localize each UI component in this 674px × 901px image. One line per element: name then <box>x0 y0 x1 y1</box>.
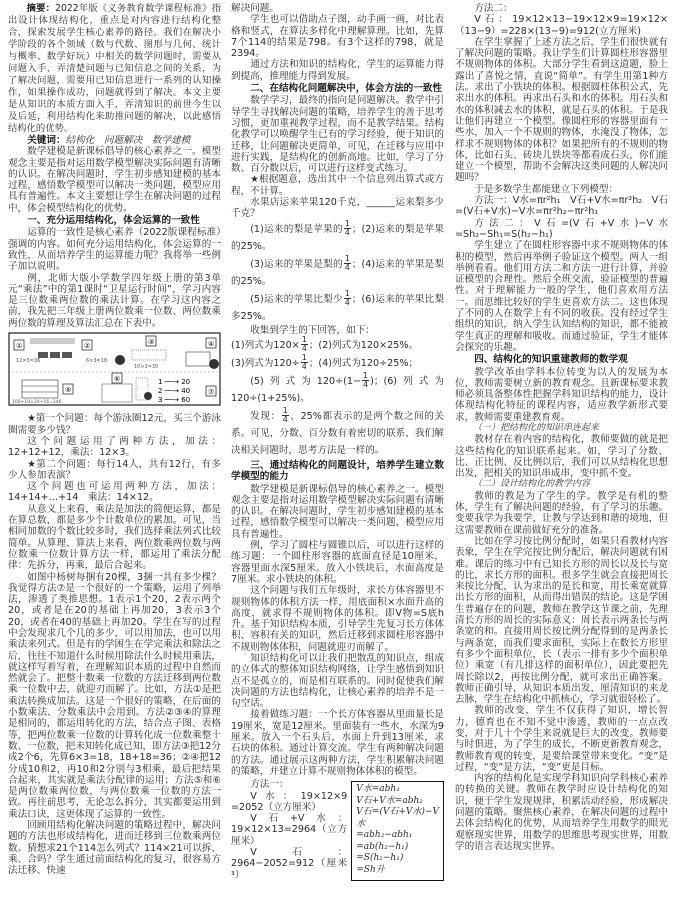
method-one-section <box>231 779 444 881</box>
figure-label: ⑥ <box>114 375 121 384</box>
method-line: 方法一： <box>250 779 289 791</box>
fraction <box>344 290 351 308</box>
text-segment: )；(6)列式为120÷(1+25%)。 <box>231 375 444 404</box>
labeled-paragraph <box>8 135 221 146</box>
formula-line: =abh₂−abh₁ <box>356 830 413 841</box>
formula-line: =S(h₂−h₁) <box>356 853 404 864</box>
paragraph: 教师的教是为了学生的学。教学是有机的整体，学生有了解决问题的经验，有了学习的乐趣。变要我学为我要学，让教与学达到和谐的境地，但这需要教师在课前做好充分的准备。 <box>455 490 668 536</box>
formula-line: V石=(V石+V水)−V水 <box>356 807 439 829</box>
numerator: 1 <box>301 352 307 362</box>
figure-row: 3 ──→ 60 <box>158 396 191 405</box>
fraction <box>344 255 351 273</box>
denominator: 4 <box>344 228 350 238</box>
paragraph: 方法二：V石=(V石+V水)−V水=Sh₂−Sh₁=S(h₂−h₁) <box>455 217 668 240</box>
fraction-paragraph <box>231 372 444 407</box>
denominator: 4 <box>282 415 288 425</box>
paragraph: 如图中杨树每捆有20棵，3捆一共有多少棵？我觉得方法⑦是一个很好的一个策略，运用了列举法，渗透了类推思想。1表示1个20，2表示两个20，或者是在20的基础上再加20，3表示3个20，或者在40的基础上再加20。学生在写的过程中会发现求几个几的多少，可以用加法，也可以用乘法来列式。但是有的学困生在学完乘法和除法之后，往往不知道什么时候用除法什么时候用乘法，就这样写着写着，在理解知识本质的过程中自然而然就会了。把整十数乘一位数的方法迁移到两位数乘一位数中去，就迎刃而解了。比如，方法①是把乘法转换成加法。这是一个很好的策略，在后面的小数乘法、分数乘法中会用到。方法②③④的算理是相同的，都运用转化的方法，结合点子图、表格等，把两位数乘一位数的计算转化成一位数乘整十数、一位数，把未知转化成已知，即方法③把12分成2个6，先算6×3=18，18+18=36；②④把12分成10和2，再10和2分别与3相乘，最后把结果合起来，其实就是乘法分配律的运用；方法⑤和⑥是两位数乘两位数，与两位数乘一位数的方法一致。再往前思考，无论怎么拆分，其实都要运用到乘法口诀，这更体现了运算的一致性。 <box>8 571 221 820</box>
paragraph: 教学改革由学科本位转变为以人的发展为本位，教师需要树立新的教育观念。且新课标要求教师必须具备整体性把握学科知识结构的能力，设计体现结构化特征的课程内容，适应教学新形式要求，教师需要重建教育观。 <box>455 366 668 423</box>
figure-label: ② <box>84 342 91 351</box>
paragraph: ★根据题意，选出其中一个信息列出算式或方程，不计算。 <box>231 174 444 197</box>
formula-line: V水=abh₁ <box>356 784 400 795</box>
figure-illustration <box>8 332 221 406</box>
paragraph: 学生也可以借助点子图，动手画一画，对比表格和竖式，在算法多样化中理解算理。比如，先算7个114的结果是798。有3个这样的798，就是2394。 <box>231 14 444 60</box>
multiplication-methods-figure <box>8 332 221 409</box>
fraction <box>301 336 308 354</box>
paragraph: 例，北师大版小学数学四年级上册的第3单元“乘法”中的第1课时“卫星运行时间”，学习内容是三位数乘两位数的乘法计算。在学习这内容之前，我先把三年级上册两位数乘一位数、两位数乘两位数的算理及算法汇总在下表中。 <box>8 272 221 329</box>
text-segment: ；(2)运来的梨是苹果的25%。 <box>231 223 444 252</box>
subsection-heading: （二）设计结构化的教学内容 <box>473 479 591 490</box>
denominator: 4 <box>301 344 307 354</box>
paragraph-label: 关键词： <box>27 135 66 146</box>
text-segment: (3)列式为120÷ <box>231 357 300 369</box>
figure-calc: 6×3=18 <box>86 358 108 365</box>
paragraph: 水果店运来苹果120千克，______运来梨多少千克？ <box>231 197 444 220</box>
paragraph: 内容的结构化是实现学科知识向学科核心素养的转换的关键。教师在教学时应设计结构化的知识，便于学生发现规律，积累活动经验，形成解决问题的策略。聚焦核心素养，在解决问题的过程中去体会结构化的优势，从而培养学生用数学的眼光观察现实世界，用数学的思维思考现实世界，用数学的语言表达现实世界。 <box>455 773 668 852</box>
paragraph-text: 2022年版《义务教育数学课程标准》指出设计体现结构化，重点是对内容进行结构化整合，探索发展学生核心素养的路径。我们在解决小学阶段的各个领域（数与代数、图形与几何、统计与概率、数学好玩）中相关的数学问题时，需要从问题入手，弄清楚问题与已知信息之间的关系，为了解决问题，需要用已知信息进行一系列的认知操作，如果操作成功，问题就得到了解决。本文主要是从知识的本质方面入手，弄清知识的前世今生以及后延，利用结构化来助推问题的解决，以此感悟结构化的优势。 <box>8 3 221 134</box>
paragraph: 回顾用结构化解决问题的策略过程中，解决问题的方法也形成结构化，进而迁移到三位数乘两位数。猜想求21个114怎么列式？114×21可以拆、乘、合吗？学生通过前面结构化的复习，很容易方法迁移、快速 <box>8 820 221 877</box>
section-heading: 三、通过结构化的问题设计，培养学生建立数学模型的能力 <box>231 459 444 483</box>
paragraph: 接着做练习题：一个长方体容器从里面量长是19厘米，宽是12厘米。里面装有一些水，水深为9厘米。放入一个石头后，水面上升到13厘米，求石块的体积。通过计算交流。学生有两种解决问题的方法。通过展示这两种方法，学生积累解决问题的策略，并建立计算不规则物体体积的模型。 <box>231 709 444 777</box>
figure-label: ① <box>16 342 23 351</box>
denominator: 4 <box>344 298 350 308</box>
formula-line: =ab(h₂−h₁) <box>356 841 409 852</box>
text-segment: ；(4)列式为120÷25%； <box>308 357 419 369</box>
formula-line: V石+V水=abh₂ <box>356 795 423 806</box>
section-heading: 一、充分运用结构化，体会运算的一致性 <box>27 215 200 227</box>
paragraph: 从意义上来看，乘法是加法的简便运算，都是在算总数，都是多少个计数单位的累加。可见，当相同加数的个数比较多时，我们选择乘法列式比较简单。从算理、算法上来看，两位数乘两位数与两位数乘一位数计算方法一样，都运用了乘法分配律：先拆分，再乘，最后合起来。 <box>8 503 221 572</box>
fraction-paragraph <box>231 220 444 255</box>
paragraph: 解决问题。 <box>231 3 279 14</box>
paragraph-text: 结构化 问题解决 数学建模 <box>65 135 191 146</box>
numerator: 1 <box>282 405 288 415</box>
child-icon <box>144 392 152 400</box>
method-line: V石+V水：19×12×13=2964（立方厘米） <box>231 813 348 847</box>
paragraph: 比如在学习按比例分配时，如果只看教材内容表象，学生在学完按比例分配后，解决问题就有困难。课后的练习中有已知长方形的周长以及长与宽的比，求长方形的面积。很多学生就会直接把周长来按比分配，认为求出的是长和宽，用长乘宽就算出长方形的面积，从而得出错误的结论。这是学困生普遍存在的问题，教师在教学这节课之前，先理清长方形的周长的实际意义：周长表示两条长与两条宽的和。直接用周长按比例分配得到的是两条长与两条宽，而我们要求面积，实际上在数长方形里有多少个面积单位，长（表示一排有多少个面积单位）乘宽（有几排这样的面积单位），因此要把先周长除以2，再按比例分配，就可求出正确答案。教师正确引导，从知识本质出发，厘清知识的来龙去脉，学生在结构化中抓核心，学习就很轻松了。 <box>455 535 668 706</box>
paragraph: 数学学习，最终的指向是问题解决。教学中引导学生寻找解决问题的策略，培养学生的善于思考习惯，更加重视教学过程，而不是教学结果。结构化教学可以唤醒学生已有的学习经验，便于知识的迁移，让问题解决更简单，可见，在迁移与应用中进行实践，是结构化的创新高地。比如，学习了分数、百分数以后，可以进行这样变式练习。 <box>231 95 444 175</box>
paragraph: 方法二： <box>474 3 513 14</box>
paragraph: 数学建模是新课标倡导的核心素养之一。模型观念主要是指对运用数学模型解决实际问题有清晰的认识。在解决问题时，学生初步感知建模的基本过程，感悟数学模型可以解决一类问题，模型应用具有普遍性。本文主要想让学生在解决问题的过程中，体会模型结构化的优势。 <box>8 146 221 214</box>
figure-label: ③ <box>148 338 155 347</box>
child-icon <box>115 355 125 365</box>
text-segment: ；(4)运来的苹果是梨的25%。 <box>231 258 444 287</box>
paragraph: 方法一：V水=πr²h₁ V石+V水=πr²h₂ V石=(V石+V水)−V水=πr²h₂−πr²h₁ <box>455 195 668 218</box>
formula-box <box>351 781 444 881</box>
method-line: V石：2964−2052=912（厘米³） <box>231 847 348 881</box>
paragraph: 通过方法和知识的结构化，学生的运算能力得到提高，推理能力得到发展。 <box>231 59 444 82</box>
method-one-steps <box>231 779 347 881</box>
column-1 <box>8 3 221 877</box>
figure-row: 2 ──→ 40 <box>158 387 191 396</box>
fraction <box>362 372 369 390</box>
text-segment: (5)运来的苹果比梨少 <box>250 293 343 305</box>
numerator: 1 <box>344 218 350 228</box>
text-segment: 、25%都表示的是两个数之间的关系。可见，分数、百分数有着密切的联系，我们解决相关问题时，思考方法是一样的。 <box>231 410 444 456</box>
text-segment: (5)列式为120÷(1− <box>250 375 362 387</box>
figure-calc: 100+10+20+16=146 <box>12 400 62 406</box>
denominator: 4 <box>301 362 307 372</box>
fraction-paragraph <box>231 255 444 290</box>
method-line: V水：19×12×9 =2052（立方厘米） <box>231 790 348 813</box>
section-heading: 四、结构化的知识重建教师的数学观 <box>474 354 628 366</box>
paragraph: 这个问题也可运用两种方法，加法：14+14+…+14 乘法：14×12。 <box>8 481 221 504</box>
section-heading: 二、在结构化问题解决中，体会方法的一致性 <box>250 83 443 95</box>
paragraph: ★第一个问题：每个游泳圈12元，买三个游泳圈需要多少钱？ <box>8 413 221 436</box>
figure-label: ④ <box>208 340 215 349</box>
paragraph: 这个问题运用了两种方法，加法：12+12+12，乘法：12×3。 <box>8 435 221 459</box>
fraction <box>344 220 351 238</box>
paragraph: ★第二个问题：每行14人，共有12行，有多少人参加表演？ <box>8 458 221 481</box>
paragraph: 学生建立了在圆柱形容器中求不规则物体的体积的模型，然后再举例子验证这个模型。两人一组举例看看。他们用方法二和方法一进行计算，并验证模型的合理性。然后全班交流，验证模型的普遍性。对于理解能力一般的学生，他们喜欢用方法一。而思维比较好的学生更喜欢方法二。这也体现了不同的人在数学上有不同的收获。没有经过学生组织的知识，纳入学生认知结构的知识，都不能被学生真正的理解和吸收。而通过验证，学生才能体会探究的乐趣。 <box>455 240 668 353</box>
fraction-paragraph <box>231 354 444 372</box>
paragraph: 在学生掌握了上述方法之后，学生们很快就有了解决问题的策略。我让学生们计算圆柱形容器里不规则物体的体积。大部分学生看到这道题，脸上露出了喜悦之情，直说“简单”。有学生用第1种方法。求出了小铁块的体积。根据圆柱体积公式，先求出水的体积。再求出石头和水的体积。用石头和水的体积减去水的体积，就是石头的体积。于是我让他们再建立一个模型。像圆柱形的容器里面有一些水，加入一个不规则的物体，水淹没了物体，怎样求不规则物体的体积？如果把所有的不规则的物体，比如石头、砖块儿铁块等都看成石头，你们能建立一个模型，帮助不会解决这类问题的人解决问题吗？ <box>455 36 668 184</box>
paragraph: 这个问题与我们五年级时，求长方体容器里不规则物体的体积方法一样，用底面积×水面升高的高度，就求得不规则物体的体积。即V物=S底h升。基于知识结构本质，引导学生先复习长方体体积、容积有关的知识，然后迁移到求圆柱形容器中不规则物体体积，问题就迎刃而解了。 <box>231 585 444 653</box>
fraction-paragraph <box>231 336 444 354</box>
numerator: 1 <box>344 253 350 263</box>
paragraph: 数学建模是新课标倡导的核心素养之一。模型观念主要是指对运用数学模型解决实际问题有清晰的认识。在解决问题时，学生初步感知建模的基本过程，感悟数学模型可以解决一类问题，模型应用具有普遍性。 <box>231 483 444 540</box>
fraction-paragraph <box>231 407 444 459</box>
paragraph: 教材存在着内容的结构化，教师要做的就是把这些结构化的知识联系起来。如，学习了分数、比、正比例、反比例以后，我们可以从结构化思想出发，把相关的知识串成串，变中抓不变。 <box>455 434 668 480</box>
paragraph: 知识结构化可以让我们把散乱的知识点，组成的立体式的整体知识结构网络，让学生感悟到知识点不是孤立的，而是相互联系的。同时促使我们解决问题的方法也结构化，让核心素养的培养不是一句空话。 <box>231 652 444 710</box>
paragraph: V石：19×12×13−19×12×9=19×12×（13−9）=228×(13−9)=912(立方厘米) <box>455 14 668 37</box>
paragraph: 例，学习了圆柱与圆锥以后，可以进行这样的练习题：一个圆柱形容器的底面直径是10厘米，容器里面水深5厘米。放入小铁块后，水面高度是7厘米。求小铁块的体积。 <box>231 540 444 585</box>
text-segment: (1)列式为120× <box>231 339 300 351</box>
figure-calc: 12×3=36 <box>16 358 41 365</box>
figure-row: 1 ──→ 20 <box>158 378 191 387</box>
formula-line: =Sh升 <box>356 864 385 875</box>
numerator: 1 <box>301 334 307 344</box>
text-segment: (3)运来的苹果是梨的 <box>250 258 343 270</box>
child-icon <box>209 359 219 369</box>
paragraph-label: 摘要： <box>26 3 56 14</box>
numerator: 1 <box>344 288 350 298</box>
figure-calc: 10×3=30 <box>134 364 159 371</box>
text-segment: ；(6)运来的苹果比梨多25%。 <box>231 293 444 322</box>
text-segment: (1)运来的梨是苹果的 <box>250 223 343 235</box>
fraction-paragraph <box>231 290 444 325</box>
figure-label: ⑤ <box>65 386 72 395</box>
labeled-paragraph <box>8 3 221 135</box>
paragraph: 运算的一致性是核心素养（2022版课程标准）强调的内容。如何充分运用结构化，体会运算的一致性，从而培养学生的运算能力呢？我将举一些例子加以说明。 <box>8 227 221 273</box>
subsection-heading: （一）把结构化的知识串连起来 <box>473 422 600 433</box>
denominator: 4 <box>363 380 369 390</box>
paragraph: 教师的改变，学生不仅获得了知识，增长智力，德育也在不知不觉中渗透，教师的一点点改变，对于几十个学生来说就是巨大的改变。教师要与时俱进，为了学生的成长，不断更新教育观念，教师教育观的转变，是要给课堂带来变化。“变”是过程，“变”是方法，“变”更是目标。 <box>455 705 668 773</box>
numerator: 1 <box>363 370 369 380</box>
text-segment: 发现： <box>250 410 281 422</box>
figure-label: ⑦ <box>208 388 215 397</box>
denominator: 4 <box>344 263 350 273</box>
paragraph: 收集到学生的下回答，如下： <box>250 324 375 336</box>
text-segment: ；(2)列式为120×25%。 <box>308 339 419 351</box>
column-2 <box>231 3 444 881</box>
column-3 <box>455 3 668 852</box>
fraction <box>301 354 308 372</box>
paragraph: 于是多数学生都能建立下列模型： <box>474 183 619 195</box>
fraction <box>282 407 289 425</box>
